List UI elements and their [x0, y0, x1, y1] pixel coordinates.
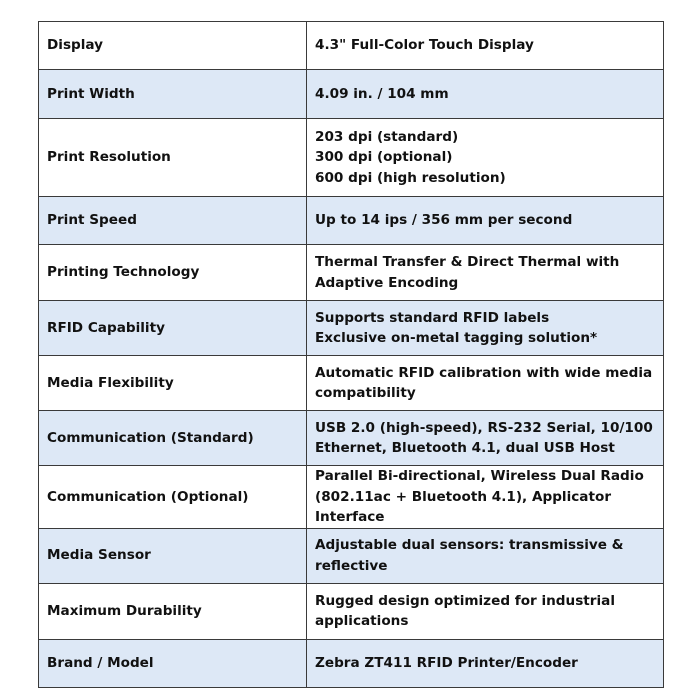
spec-label: Print Width	[39, 70, 307, 119]
spec-label: Print Resolution	[39, 119, 307, 197]
spec-value-line: 300 dpi (optional)	[315, 149, 453, 166]
spec-value	[307, 411, 664, 466]
spec-value-line: USB 2.0 (high-speed), RS-232 Serial, 10/100	[315, 419, 653, 436]
spec-value-line: Parallel Bi-directional, Wireless Dual Radio	[315, 468, 644, 484]
spec-value-line: compatibility	[315, 385, 416, 401]
spec-table	[38, 21, 664, 688]
spec-value	[307, 356, 664, 411]
spec-value	[307, 639, 664, 687]
table-row	[39, 245, 664, 301]
spec-value-line: (802.11ac + Bluetooth 4.1), Applicator Interface	[315, 488, 612, 525]
spec-value	[307, 466, 664, 529]
spec-label: Printing Technology	[39, 245, 307, 301]
spec-value-line: Thermal Transfer & Direct Thermal with	[315, 254, 620, 270]
spec-value-line: 600 dpi (high resolution)	[315, 169, 506, 186]
table-row	[39, 197, 664, 245]
spec-label: Communication (Optional)	[39, 466, 307, 529]
spec-value	[307, 301, 664, 356]
spec-value-line: Exclusive on-metal tagging solution*	[315, 330, 598, 346]
table-row	[39, 639, 664, 687]
spec-value	[307, 245, 664, 301]
table-row	[39, 301, 664, 356]
spec-value-line: 4.3" Full-Color Touch Display	[315, 37, 534, 54]
spec-value	[307, 583, 664, 639]
spec-label: Media Sensor	[39, 528, 307, 583]
spec-value	[307, 528, 664, 583]
spec-value-line: Automatic RFID calibration with wide media	[315, 364, 653, 381]
table-row	[39, 356, 664, 411]
table-row	[39, 119, 664, 197]
spec-label: Media Flexibility	[39, 356, 307, 411]
spec-value-line: Supports standard RFID labels	[315, 309, 550, 326]
spec-value-line: Adjustable dual sensors: transmissive &	[315, 537, 624, 553]
spec-value	[307, 119, 664, 197]
spec-label: Maximum Durability	[39, 583, 307, 639]
table-row	[39, 583, 664, 639]
table-row	[39, 70, 664, 119]
spec-label: Display	[39, 22, 307, 70]
spec-label: Brand / Model	[39, 639, 307, 687]
spec-value-line: Zebra ZT411 RFID Printer/Encoder	[315, 654, 578, 671]
spec-value-line: 203 dpi (standard)	[315, 128, 459, 145]
table-row	[39, 466, 664, 529]
spec-value-line: Ethernet, Bluetooth 4.1, dual USB Host	[315, 440, 615, 456]
spec-value-line: applications	[315, 613, 409, 629]
table-row	[39, 411, 664, 466]
spec-value-line: Adaptive Encoding	[315, 274, 459, 291]
spec-value	[307, 70, 664, 119]
spec-value	[307, 22, 664, 70]
spec-value-line: reflective	[315, 557, 388, 574]
spec-label: Print Speed	[39, 197, 307, 245]
spec-label: Communication (Standard)	[39, 411, 307, 466]
spec-value-line: 4.09 in. / 104 mm	[315, 85, 449, 102]
spec-value-line: Rugged design optimized for industrial	[315, 592, 615, 609]
table-row	[39, 528, 664, 583]
table-row	[39, 22, 664, 70]
spec-value-line: Up to 14 ips / 356 mm per second	[315, 212, 573, 229]
spec-value	[307, 197, 664, 245]
spec-label: RFID Capability	[39, 301, 307, 356]
